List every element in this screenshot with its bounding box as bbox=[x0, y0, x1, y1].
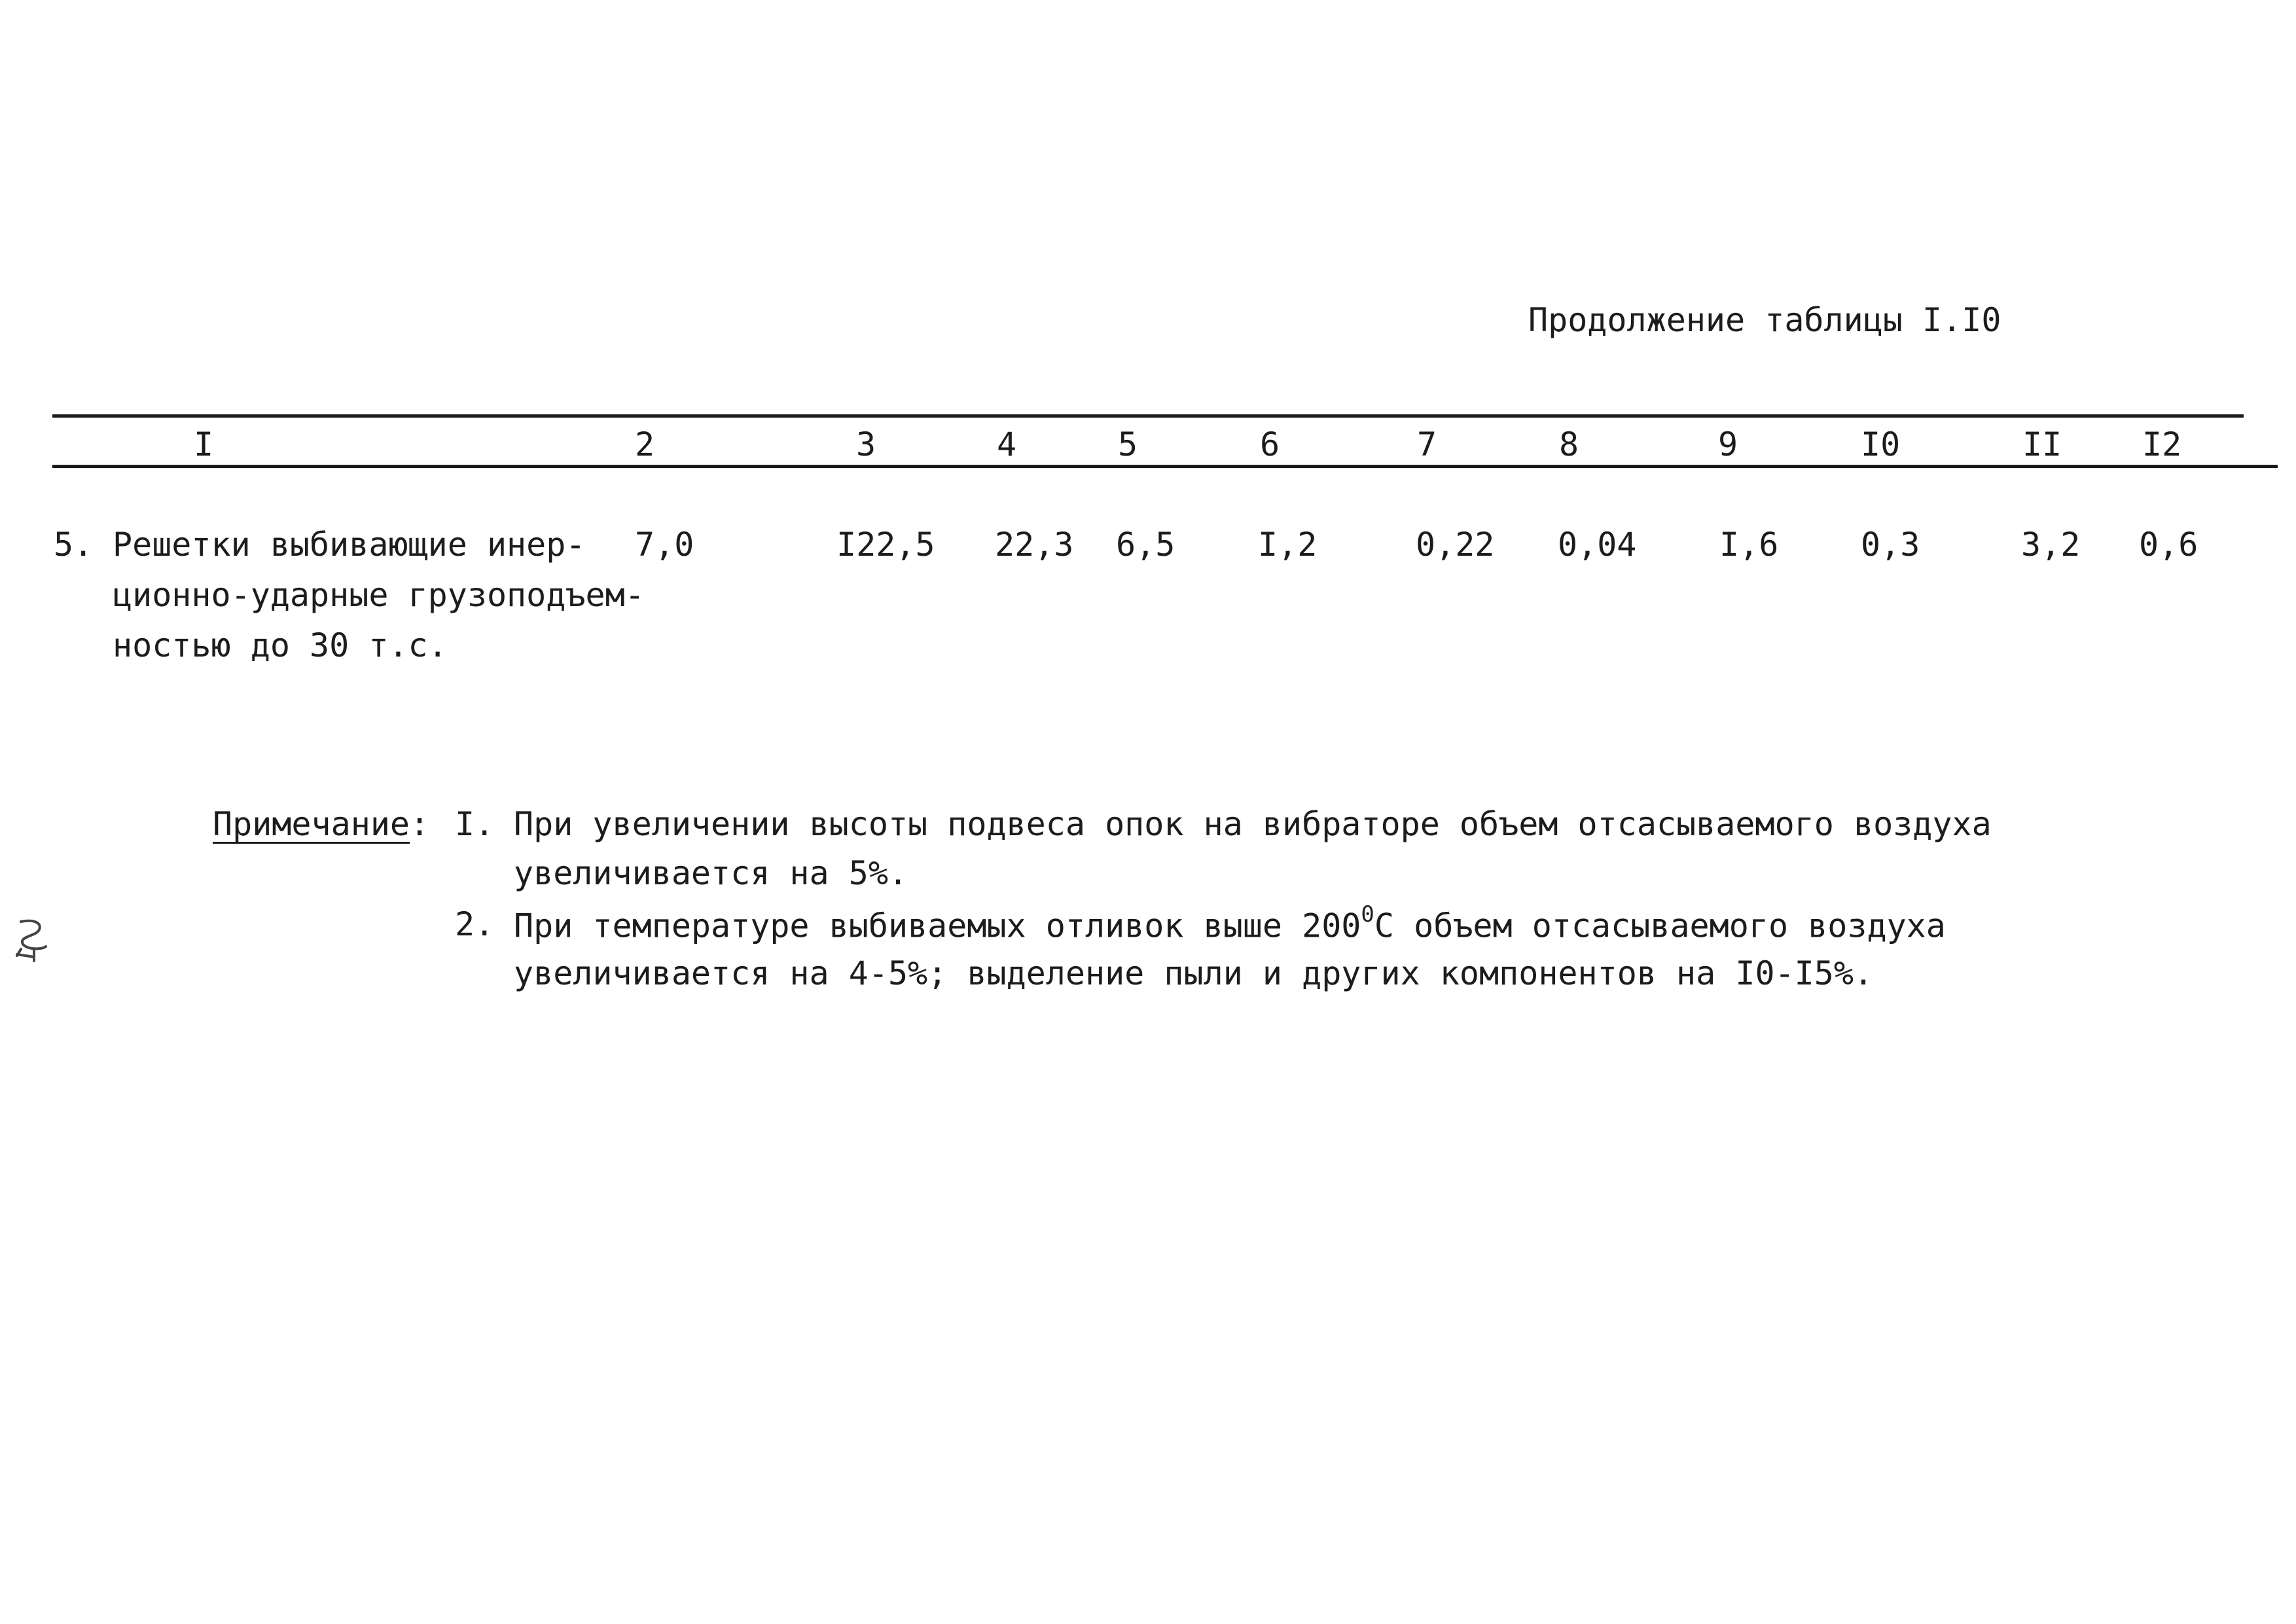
note-2-number: 2. bbox=[455, 905, 495, 943]
cell-col-3: I22,5 bbox=[836, 526, 935, 564]
column-header-10: I0 bbox=[1861, 425, 1901, 463]
row-name-line-2: ционно-ударные грузоподъем- bbox=[113, 576, 645, 614]
cell-col-7: 0,22 bbox=[1416, 526, 1495, 564]
note-label bbox=[213, 805, 429, 843]
row-name-line-1: Решетки выбивающие инер- bbox=[113, 526, 586, 564]
degree-superscript: 0 bbox=[1361, 901, 1374, 928]
note-1-number: I. bbox=[455, 805, 495, 843]
cell-col-11: 3,2 bbox=[2021, 526, 2081, 564]
table-top-rule bbox=[52, 414, 2244, 418]
cell-col-8: 0,04 bbox=[1558, 526, 1637, 564]
note-2-line-1-end: С объем отсасываемого воздуха bbox=[1374, 907, 1946, 945]
table-caption: Продолжение таблицы I.I0 bbox=[1528, 301, 2001, 339]
cell-col-6: I,2 bbox=[1258, 526, 1318, 564]
note-2-line-2: увеличивается на 4-5%; выделение пыли и других компонентов на I0-I5%. bbox=[514, 954, 1874, 992]
cell-col-5: 6,5 bbox=[1116, 526, 1175, 564]
column-header-11: II bbox=[2022, 425, 2062, 463]
row-name-line-3: ностью до 30 т.с. bbox=[113, 626, 448, 664]
table-header-rule bbox=[52, 465, 2278, 468]
column-header-3: 3 bbox=[856, 425, 876, 463]
column-header-1: I bbox=[194, 425, 214, 463]
handwritten-page-number bbox=[8, 916, 60, 962]
note-label-colon: : bbox=[410, 805, 430, 843]
row-number: 5. bbox=[54, 526, 94, 564]
column-header-7: 7 bbox=[1417, 425, 1437, 463]
column-header-12: I2 bbox=[2142, 425, 2182, 463]
column-header-4: 4 bbox=[997, 425, 1017, 463]
cell-col-2: 7,0 bbox=[635, 526, 694, 564]
column-header-9: 9 bbox=[1718, 425, 1738, 463]
note-1-line-1: При увеличении высоты подвеса опок на вибраторе объем отсасываемого воздуха bbox=[514, 805, 1992, 843]
column-header-2: 2 bbox=[635, 425, 655, 463]
note-2-line-1 bbox=[514, 901, 1946, 945]
cell-col-9: I,6 bbox=[1719, 526, 1779, 564]
column-header-5: 5 bbox=[1118, 425, 1138, 463]
cell-col-10: 0,3 bbox=[1861, 526, 1920, 564]
note-label-text: Примечание bbox=[213, 805, 410, 843]
column-header-8: 8 bbox=[1559, 425, 1579, 463]
column-header-6: 6 bbox=[1260, 425, 1280, 463]
note-1-line-2: увеличивается на 5%. bbox=[514, 854, 908, 892]
cell-col-12: 0,6 bbox=[2139, 526, 2198, 564]
cell-col-4: 22,3 bbox=[995, 526, 1074, 564]
note-2-line-1-start: При температуре выбиваемых отливок выше 200 bbox=[514, 907, 1361, 945]
